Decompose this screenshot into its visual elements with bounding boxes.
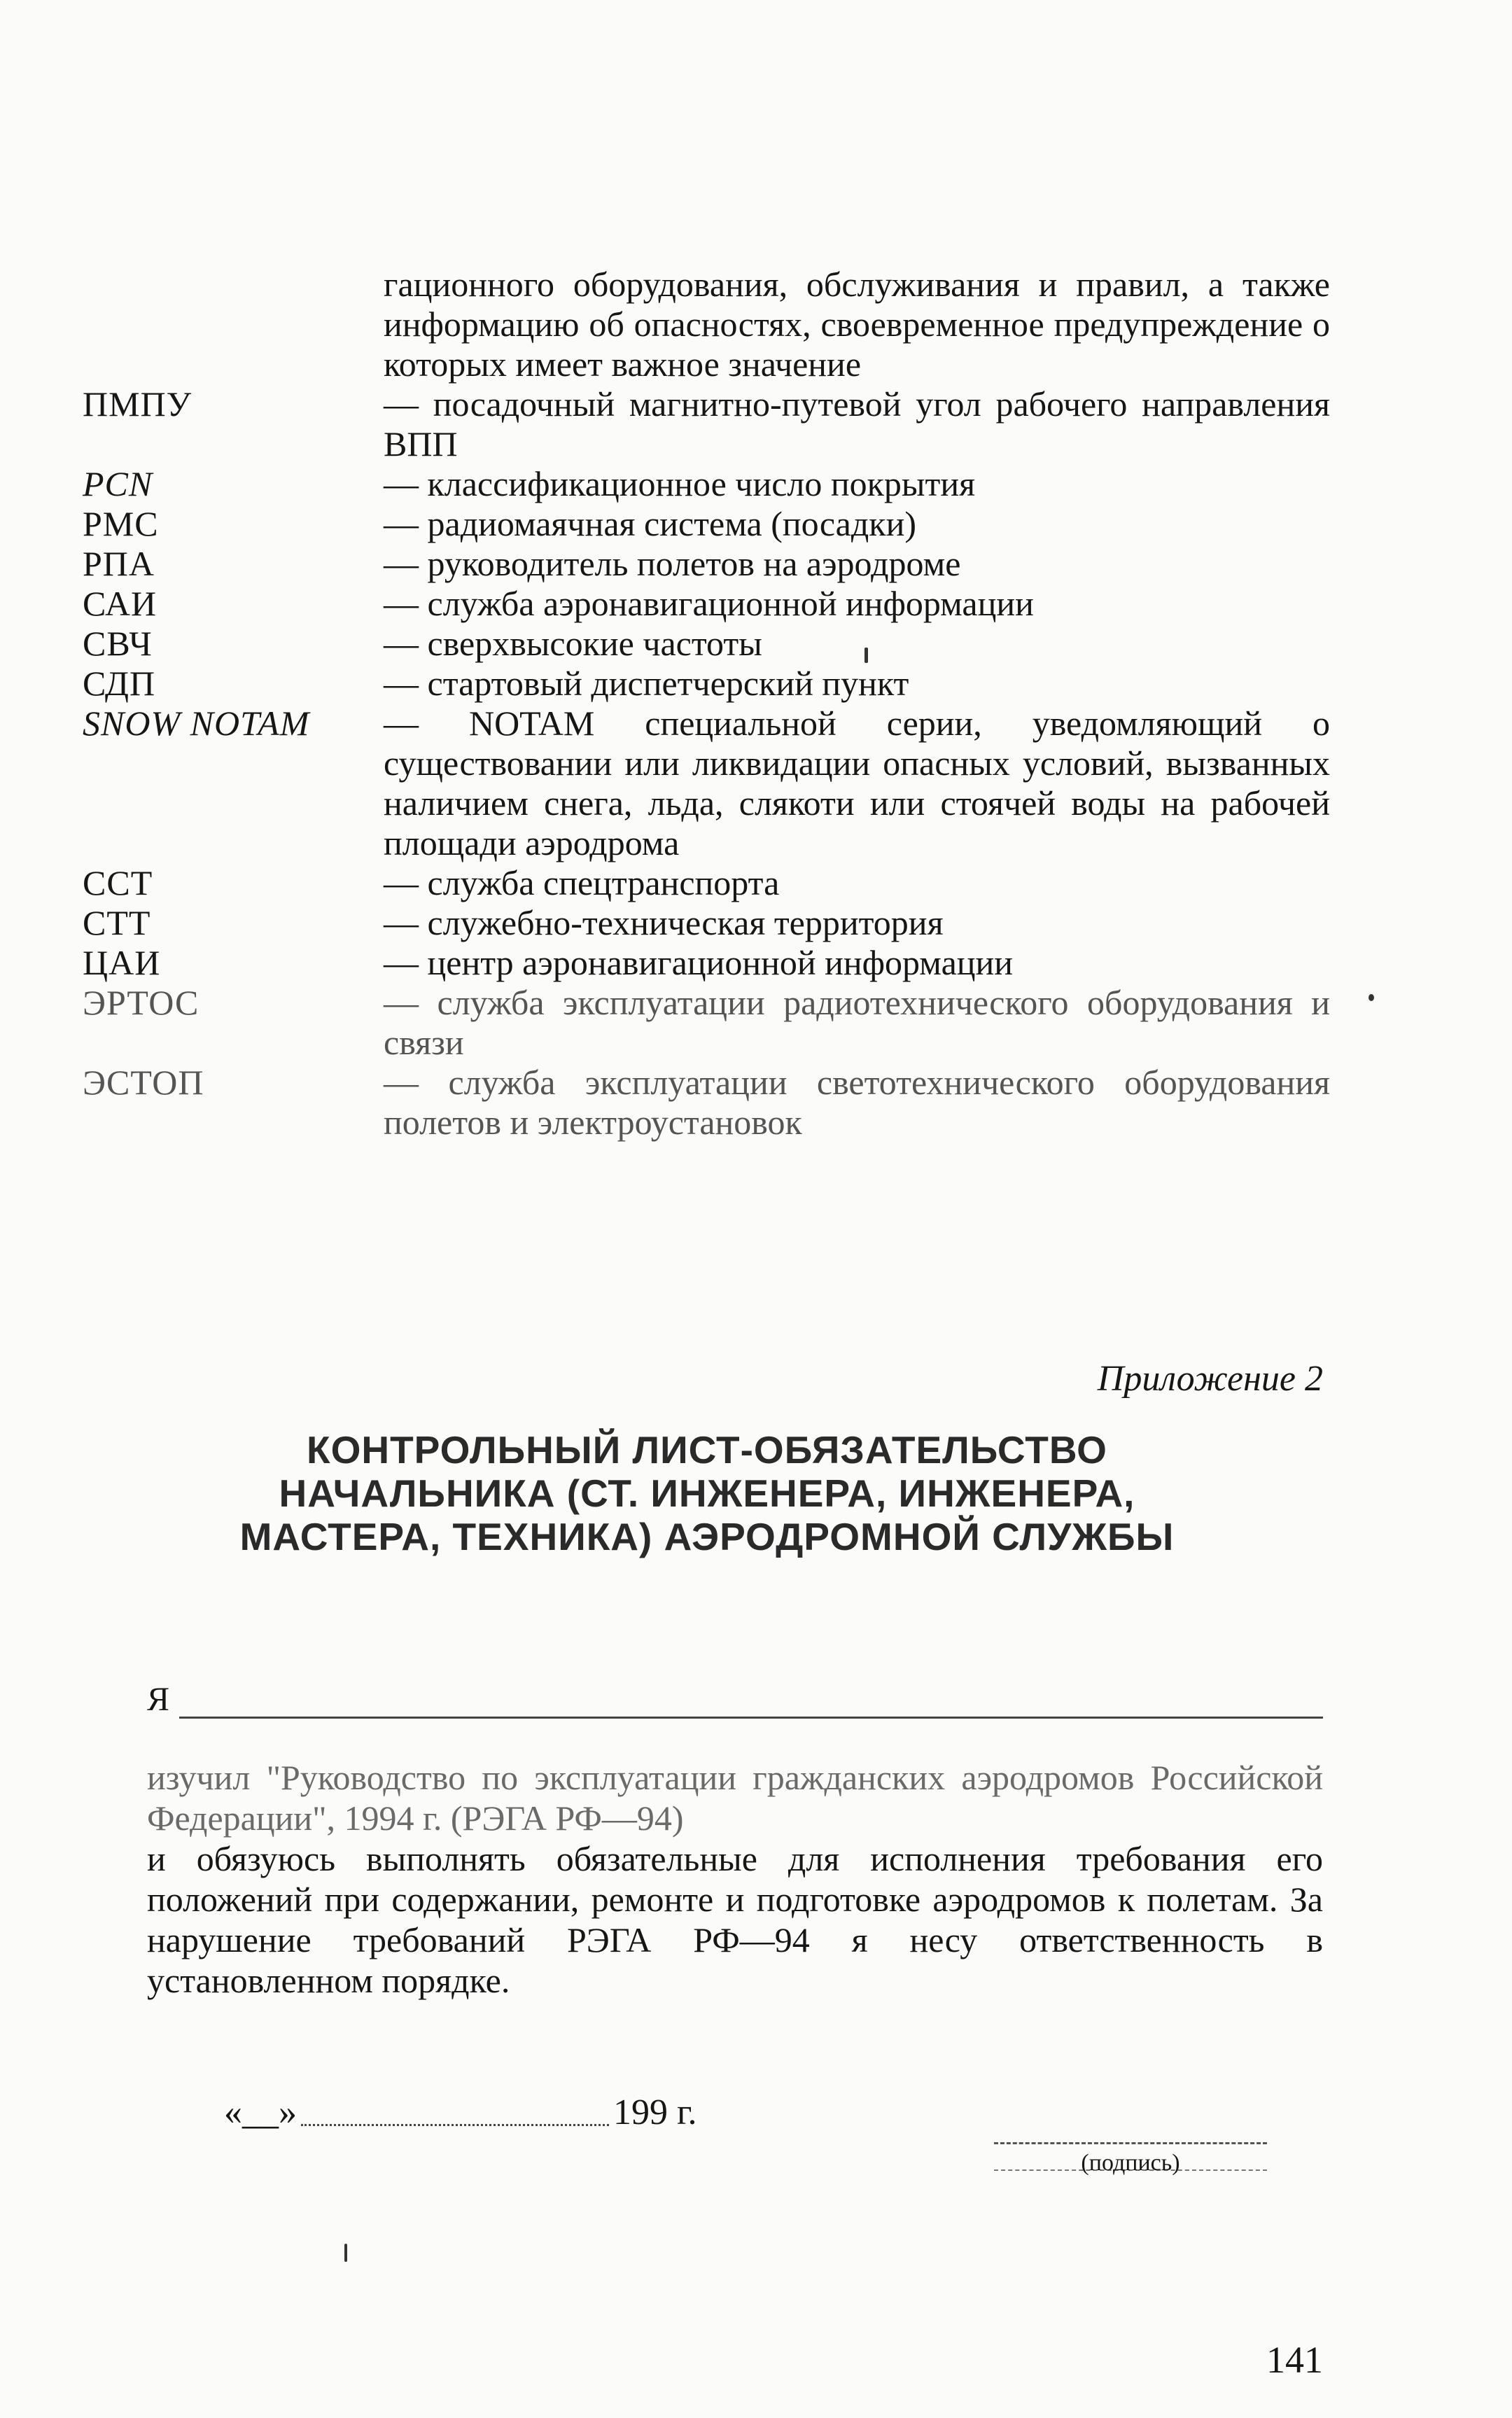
definition-row <box>83 504 1330 544</box>
definition-row <box>83 863 1330 903</box>
signature-line <box>994 2142 1267 2144</box>
signature-caption: (подпись) <box>1081 2150 1180 2176</box>
signer-line <box>147 1680 1323 1719</box>
definition-row <box>83 464 1330 504</box>
definition-row <box>83 664 1330 704</box>
signer-prefix: Я <box>147 1681 170 1718</box>
scan-speck <box>344 2244 347 2262</box>
definition: — классификационное число покрытия <box>384 464 976 503</box>
definition: — служба спецтранспорта <box>384 863 780 902</box>
lead-in-text: гационного оборудования, обслуживания и правил, а также информацию об опасностях, своевременное предупреждение о которых имеет важное значение <box>384 265 1330 384</box>
pledge-text <box>147 1757 1323 2001</box>
abbreviation: ССТ <box>83 863 153 902</box>
date-line <box>224 2092 696 2133</box>
date-day: «__» <box>224 2092 297 2132</box>
definition: — радиомаячная система (посадки) <box>384 504 916 543</box>
abbreviation: ЭРТОС <box>83 983 200 1022</box>
definition-row <box>83 704 1330 863</box>
abbreviation: ПМПУ <box>83 384 192 424</box>
form-title: КОНТРОЛЬНЫЙ ЛИСТ-ОБЯЗАТЕЛЬСТВО НАЧАЛЬНИКА (СТ. ИНЖЕНЕРА, ИНЖЕНЕРА, МАСТЕРА, ТЕХНИКА) АЭРОДРОМНОЙ СЛУЖБЫ <box>239 1428 1175 1558</box>
date-fill-line <box>301 2124 609 2126</box>
definition-row <box>83 544 1330 584</box>
abbreviation: PCN <box>83 464 153 503</box>
abbreviation: ЦАИ <box>83 943 161 982</box>
definition: — посадочный магнитно-путевой угол рабочего направления ВПП <box>384 384 1330 463</box>
definition: — служба эксплуатации светотехнического оборудования полетов и электроустановок <box>384 1063 1330 1142</box>
definition-row <box>83 1063 1330 1142</box>
pledge-paragraph-2: и обязуюсь выполнять обязательные для исполнения требования его положений при содержании, ремонте и подготовке аэродромов к полетам. За нарушение требований РЭГА РФ—94 я несу ответственность в установленном порядке. <box>147 1839 1323 2000</box>
pledge-paragraph-1: изучил "Руководство по эксплуатации гражданских аэродромов Российской Федерации", 1994 г. (РЭГА РФ—94) <box>147 1758 1323 1838</box>
definition: — центр аэронавигационной информации <box>384 943 1014 982</box>
definition: — сверхвысокие частоты <box>384 624 762 663</box>
abbreviation: SNOW NOTAM <box>83 704 310 743</box>
definition-row <box>83 903 1330 943</box>
signature-block <box>994 2142 1267 2176</box>
abbreviation: ЭСТОП <box>83 1063 204 1102</box>
abbreviation: СТТ <box>83 903 151 942</box>
page-number: 141 <box>1266 2339 1323 2381</box>
definition-row <box>83 624 1330 664</box>
definition: — руководитель полетов на аэродроме <box>384 544 961 583</box>
abbreviation: РМС <box>83 504 159 543</box>
abbreviation: СДП <box>83 664 156 703</box>
appendix-label: Приложение 2 <box>1097 1359 1323 1399</box>
abbreviation: САИ <box>83 584 158 623</box>
definition: — служебно-техническая территория <box>384 903 944 942</box>
definition: — служба аэронавигационной информации <box>384 584 1034 623</box>
abbreviation: РПА <box>83 544 155 583</box>
definition: — стартовый диспетчерский пункт <box>384 664 909 703</box>
abbreviation: СВЧ <box>83 624 153 663</box>
definition-row <box>83 983 1330 1063</box>
definition: — служба эксплуатации радиотехнического оборудования и связи <box>384 983 1330 1062</box>
scan-speck <box>1368 994 1374 1001</box>
definition: — NOTAM специальной серии, уведомляющий о существовании или ликвидации опасных условий, вызванных наличием снега, льда, слякоти или стоячей воды на рабочей площади аэродрома <box>384 704 1330 862</box>
date-year: 199 г. <box>613 2092 697 2132</box>
definition-row <box>83 584 1330 624</box>
abbreviations-list <box>83 265 1330 1142</box>
definition-row <box>83 943 1330 983</box>
definition-row <box>83 384 1330 464</box>
scan-speck <box>864 648 868 663</box>
name-fill-line <box>179 1686 1323 1719</box>
